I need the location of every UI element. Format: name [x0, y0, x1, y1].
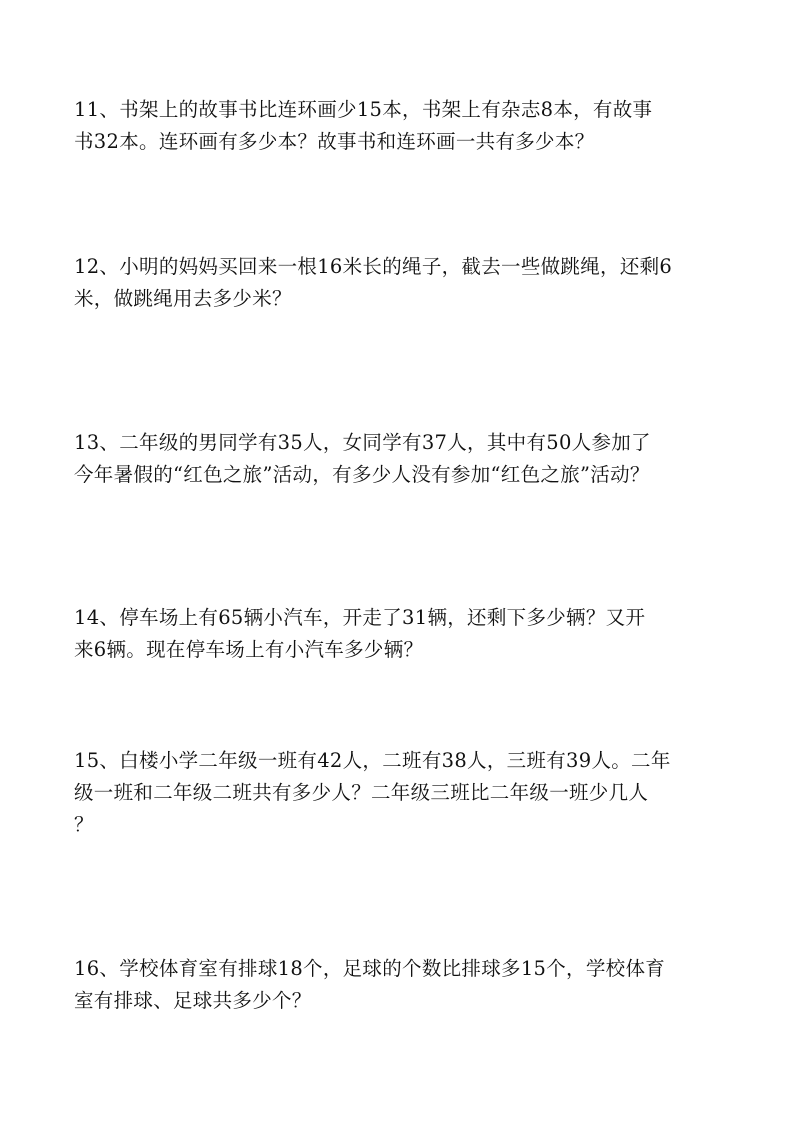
problem-15	[74, 745, 726, 841]
problem-11	[74, 94, 726, 158]
problem-14-line-1: 14、停车场上有65辆小汽车，开走了31辆，还剩下多少辆？又开	[74, 606, 646, 629]
problem-16	[74, 953, 726, 1017]
problem-12-line-1: 12、小明的妈妈买回来一根16米长的绳子，截去一些做跳绳，还剩6	[74, 255, 673, 278]
problem-16-line-2: 室有排球、足球共多少个？	[74, 989, 312, 1012]
problem-14	[74, 602, 726, 666]
problem-14-line-2: 来6辆。现在停车场上有小汽车多少辆？	[74, 638, 424, 661]
problem-15-line-1: 15、白楼小学二年级一班有42人，二班有38人，三班有39人。二年	[74, 749, 671, 772]
problem-12-line-2: 米，做跳绳用去多少米？	[74, 287, 292, 310]
problem-15-line-3: ？	[74, 813, 94, 836]
problem-15-line-2: 级一班和二年级二班共有多少人？二年级三班比二年级一班少几人	[74, 781, 649, 804]
problem-13-line-2: 今年暑假的“红色之旅”活动，有多少人没有参加“红色之旅”活动？	[74, 463, 650, 486]
problem-13	[74, 427, 726, 491]
problem-13-line-1: 13、二年级的男同学有35人，女同学有37人，其中有50人参加了	[74, 431, 651, 454]
problem-16-line-1: 16、学校体育室有排球18个，足球的个数比排球多15个，学校体育	[74, 957, 666, 980]
problem-11-line-1: 11、书架上的故事书比连环画少15本，书架上有杂志8本，有故事	[74, 98, 653, 121]
problem-11-line-2: 书32本。连环画有多少本？故事书和连环画一共有多少本？	[74, 130, 595, 153]
problem-12	[74, 251, 726, 315]
